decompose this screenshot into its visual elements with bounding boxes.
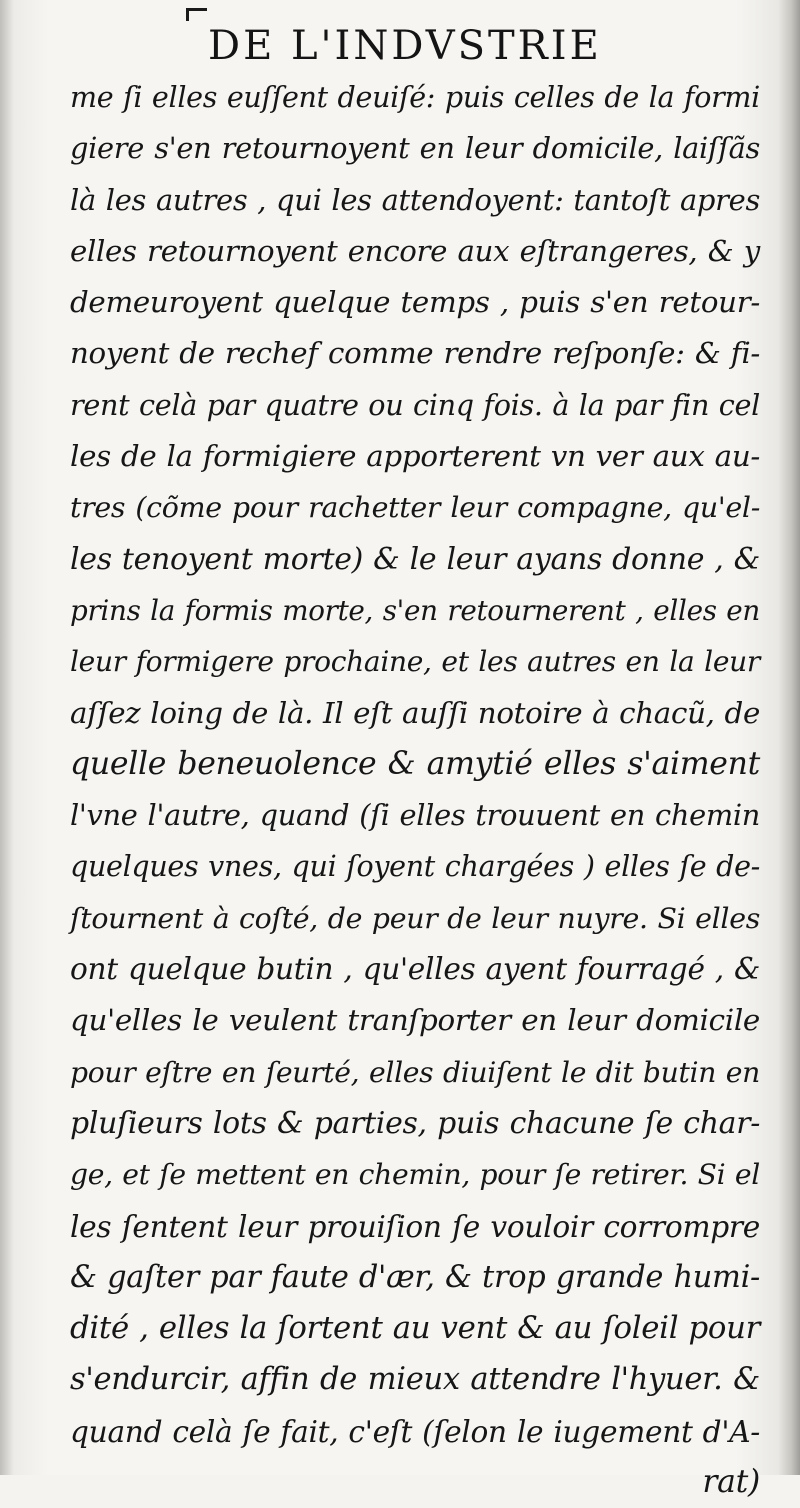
text-line: ſtournent à coſté, de peur de leur nuyre. Si elles [70, 901, 760, 935]
text-line: & gaſter par faute d'ær, & trop grande humi- [70, 1259, 760, 1295]
text-line: ge, et ſe mettent en chemin, pour ſe retirer. Si el [70, 1158, 760, 1192]
text-line: tres (cõme pour rachetter leur compagne, qu'el- [70, 491, 760, 525]
text-line: les ſentent leur prouiſion ſe vouloir corrompre [70, 1208, 760, 1244]
text-line: quand celà ſe fait, c'eſt (ſelon le iugement d'A- [70, 1413, 760, 1449]
running-head: DE L'INDVSTRIE [208, 23, 602, 69]
text-line: quelle beneuolence & amytié elles s'aiment [70, 745, 760, 782]
printer-corner-mark [186, 8, 207, 21]
text-line: qu'elles le veulent tranſporter en leur domicile [70, 1003, 760, 1038]
text-line: l'vne l'autre, quand (ſi elles trouuent en chemin [70, 798, 760, 833]
body-text [70, 72, 760, 1508]
text-line: noyent de rechef comme rendre reſponſe: & fi- [70, 336, 760, 371]
text-line: demeuroyent quelque temps , puis s'en retour- [70, 285, 760, 320]
text-line: giere s'en retournoyent en leur domicile, laiſſãs [70, 131, 760, 166]
text-line: prins la formis morte, s'en retournerent , elles en [70, 593, 760, 627]
text-line: ont quelque butin , qu'elles ayent fourragé , & [70, 952, 760, 987]
text-line: pour eſtre en ſeurté, elles diuiſent le dit butin en [70, 1055, 760, 1089]
text-line: les de la formigiere apporterent vn ver aux au- [70, 439, 760, 474]
text-line: me ſi elles euſſent deuiſé: puis celles de la formi [70, 81, 760, 114]
text-line: pluſieurs lots & parties, puis chacune ſe char- [70, 1105, 760, 1141]
text-line: elles retournoyent encore aux eſtrangeres, & y [70, 233, 760, 268]
text-line: aſſez loing de là. Il eſt auſſi notoire à chacũ, de [70, 695, 760, 730]
page-gutter-shadow [0, 0, 14, 1475]
text-line: quelques vnes, qui ſoyent chargées ) elles ſe de- [70, 850, 760, 884]
catchword: rat) [702, 1464, 760, 1501]
text-line: les tenoyent morte) & le leur ayans donne , & [70, 541, 760, 577]
text-line: là les autres , qui les attendoyent: tantoſt apres [70, 182, 760, 217]
text-line: dité , elles la ſortent au vent & au ſoleil pour [70, 1310, 760, 1347]
text-line: rent celà par quatre ou cinq fois. à la par fin cel [70, 387, 760, 422]
text-line: s'endurcir, affin de mieux attendre l'hyuer. & [70, 1362, 760, 1398]
page-edge-shadow [778, 0, 800, 1475]
text-line: leur formigere prochaine, et les autres en la leur [70, 645, 760, 679]
